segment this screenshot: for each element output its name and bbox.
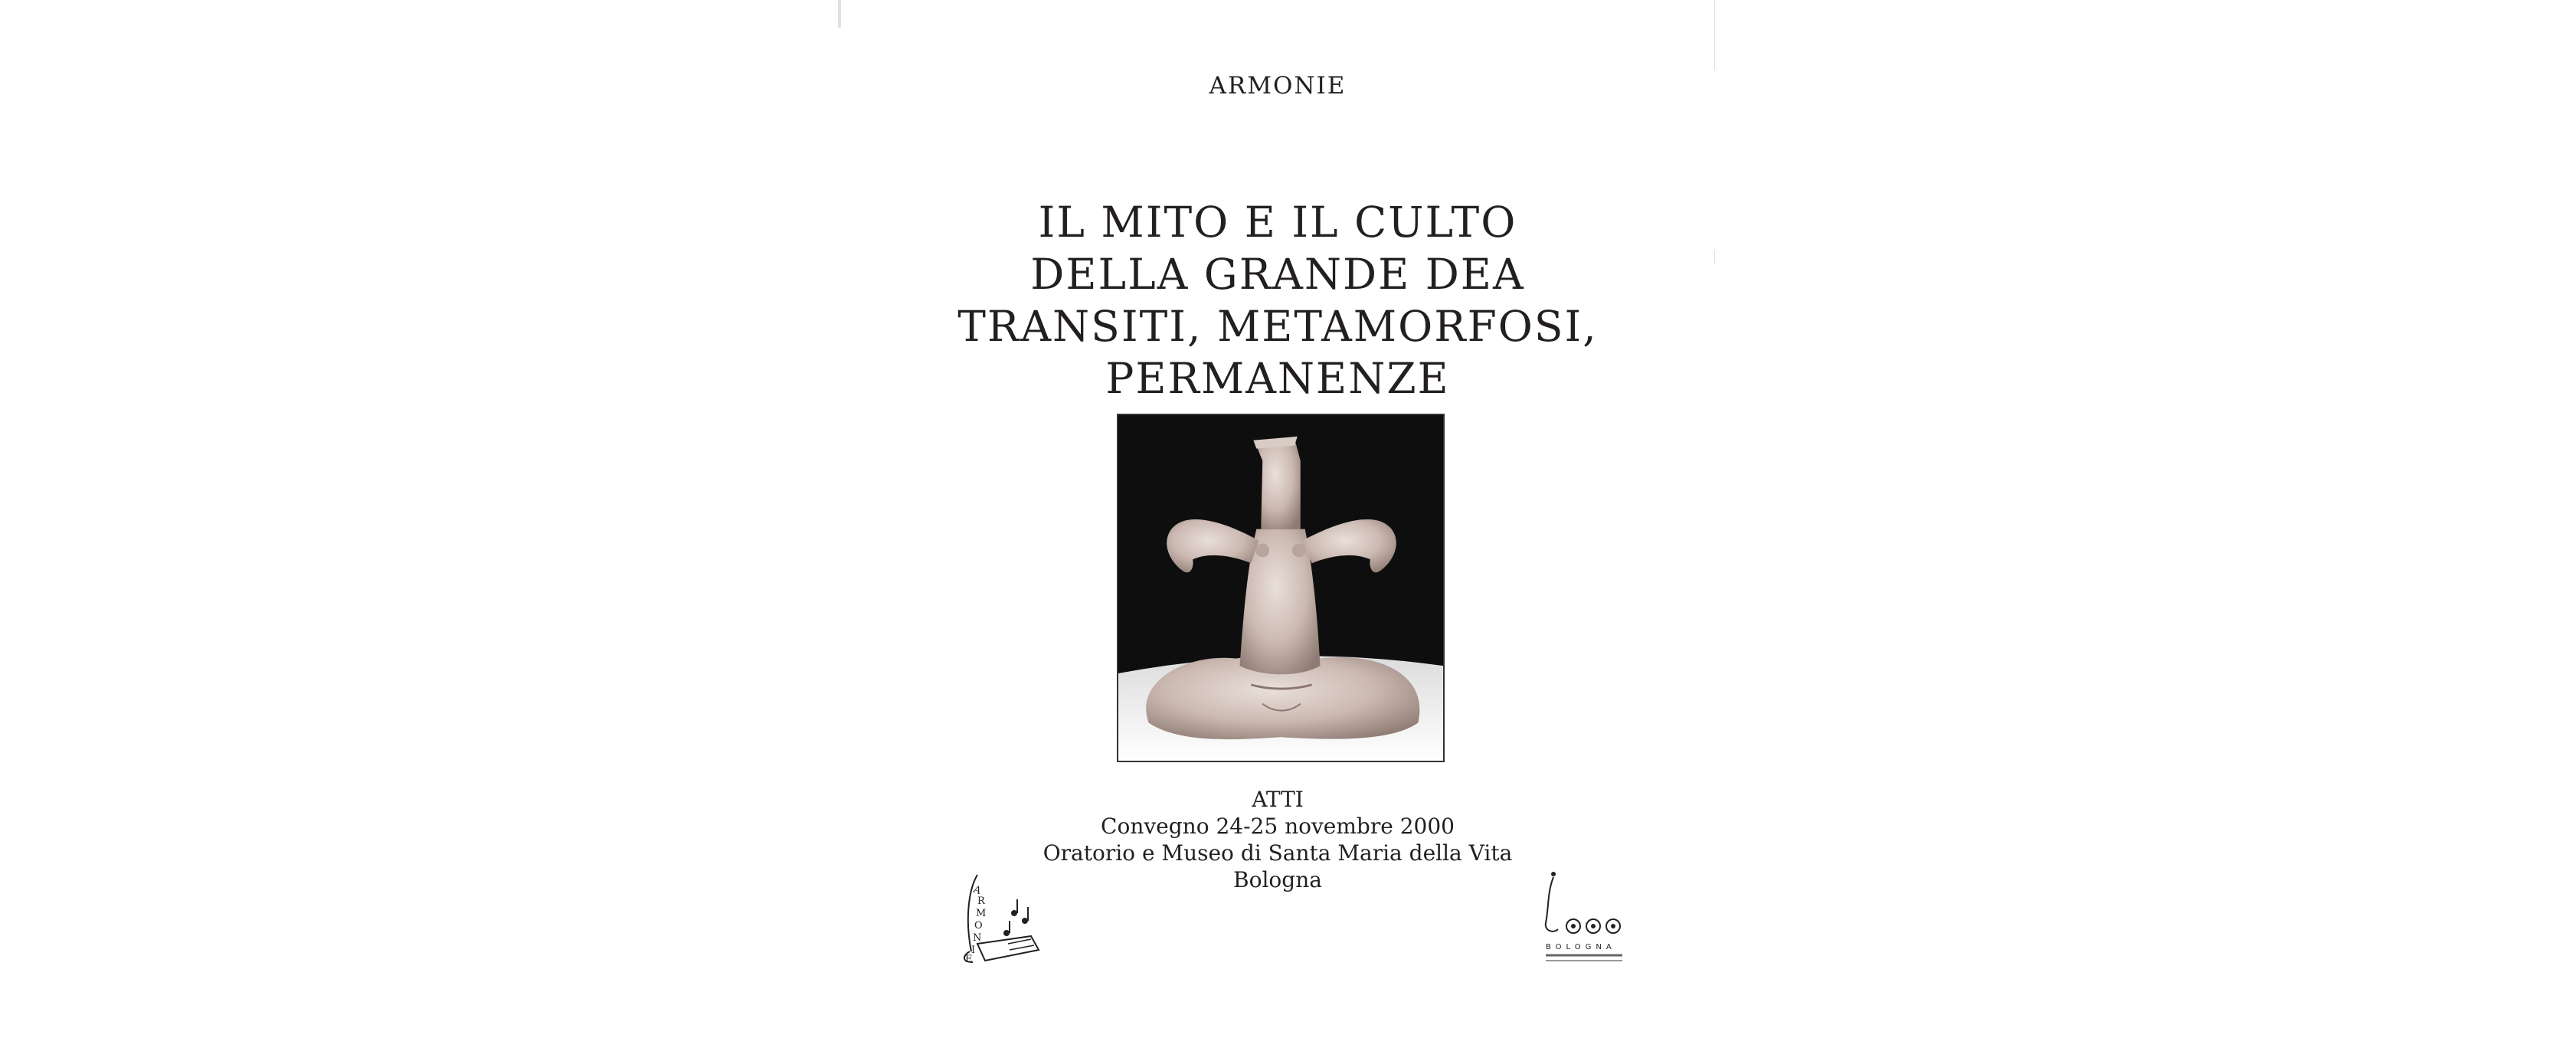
svg-text:N: N: [973, 932, 982, 944]
svg-text:A: A: [971, 883, 983, 897]
book-title: [841, 196, 1714, 404]
goddess-figurine-photo: [1117, 414, 1445, 762]
svg-text:E: E: [965, 954, 973, 965]
title-line: PERMANENZE: [1105, 354, 1450, 403]
series-name: ARMONIE: [1209, 72, 1347, 100]
bologna-2000-logo-icon: [1530, 869, 1630, 965]
svg-text:O: O: [974, 920, 983, 932]
title-line: DELLA GRANDE DEA: [1030, 250, 1525, 299]
conference-city: Bologna: [1233, 867, 1322, 892]
svg-text:R: R: [977, 896, 985, 907]
armonie-logo-icon: [954, 860, 1054, 965]
svg-text:I: I: [971, 945, 976, 956]
proceedings-label: ATTI: [1252, 787, 1304, 812]
title-line: TRANSITI, METAMORFOSI,: [957, 302, 1598, 351]
conference-dates: Convegno 24-25 novembre 2000: [1101, 814, 1455, 839]
book-cover-page: [841, 0, 1714, 1038]
svg-text:BOLOGNA: BOLOGNA: [1546, 943, 1616, 951]
conference-venue: Oratorio e Museo di Santa Maria della Vita: [1043, 840, 1513, 866]
title-line: IL MITO E IL CULTO: [1038, 198, 1517, 247]
svg-text:M: M: [976, 908, 987, 919]
